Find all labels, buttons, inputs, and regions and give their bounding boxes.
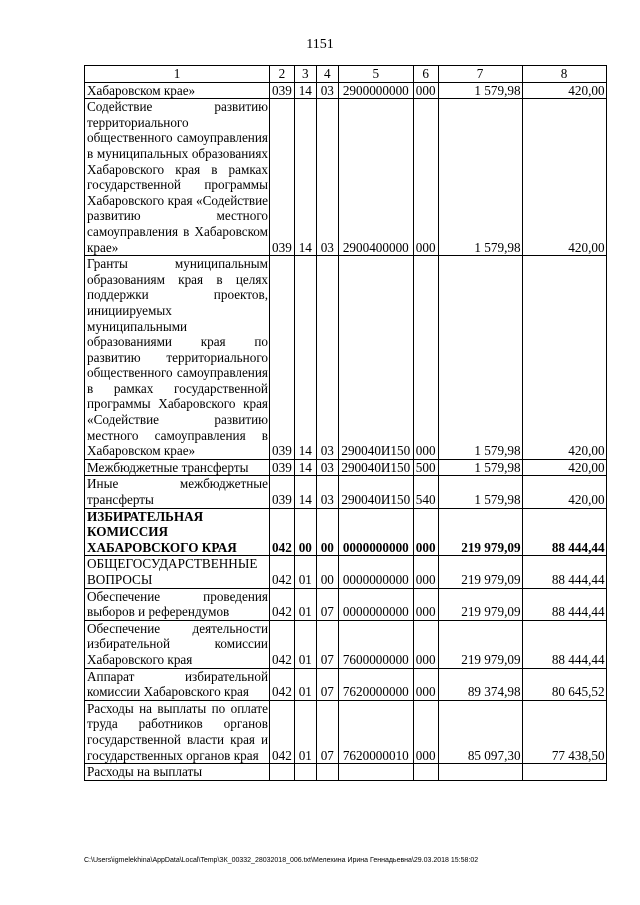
table-row (85, 764, 607, 781)
subsection-code-cell: 03 (316, 99, 338, 256)
amount-cell: 1 579,98 (438, 256, 522, 460)
table-row (85, 508, 607, 556)
column-header: 3 (294, 66, 316, 83)
amount-cell: 420,00 (522, 256, 606, 460)
section-code-cell: 14 (294, 459, 316, 476)
column-header: 8 (522, 66, 606, 83)
row-name-cell: Обеспечение деятельности избирательной комиссии Хабаровского края (85, 620, 270, 668)
column-number-header (85, 66, 607, 83)
admin-code-cell (270, 764, 295, 781)
subsection-code-cell: 00 (316, 508, 338, 556)
target-article-cell: 0000000000 (338, 588, 413, 620)
table-row (85, 476, 607, 508)
expense-type-cell: 000 (413, 256, 438, 460)
row-name-cell: Обеспечение проведения выборов и референдумов (85, 588, 270, 620)
column-header: 4 (316, 66, 338, 83)
expense-type-cell: 000 (413, 508, 438, 556)
file-path-footer: C:\Users\igmelekhina\AppData\Local\Temp\ЗК_00332_28032018_006.txt\Мелехина Ирина Геннадьевна\29.03.2018 15:58:02 (84, 857, 479, 864)
row-name-cell: Хабаровском крае» (85, 82, 270, 99)
target-article-cell: 7600000000 (338, 620, 413, 668)
expense-type-cell: 000 (413, 700, 438, 763)
table-row (85, 620, 607, 668)
amount-cell (522, 764, 606, 781)
table-row (85, 700, 607, 763)
subsection-code-cell: 03 (316, 459, 338, 476)
subsection-code-cell: 07 (316, 700, 338, 763)
subsection-code-cell: 03 (316, 476, 338, 508)
amount-cell: 88 444,44 (522, 508, 606, 556)
row-name-cell: Межбюджетные трансферты (85, 459, 270, 476)
expense-type-cell (413, 764, 438, 781)
amount-cell: 85 097,30 (438, 700, 522, 763)
section-code-cell: 01 (294, 556, 316, 588)
table-row (85, 459, 607, 476)
table-row (85, 256, 607, 460)
subsection-code-cell (316, 764, 338, 781)
expense-type-cell: 000 (413, 668, 438, 700)
section-code-cell (294, 764, 316, 781)
target-article-cell: 0000000000 (338, 556, 413, 588)
subsection-code-cell: 03 (316, 82, 338, 99)
target-article-cell: 290040И150 (338, 459, 413, 476)
row-name-cell: Расходы на выплаты (85, 764, 270, 781)
expense-type-cell: 000 (413, 620, 438, 668)
amount-cell: 88 444,44 (522, 588, 606, 620)
section-code-cell: 14 (294, 82, 316, 99)
table-row (85, 82, 607, 99)
table-row (85, 556, 607, 588)
amount-cell: 88 444,44 (522, 620, 606, 668)
expense-type-cell: 500 (413, 459, 438, 476)
section-code-cell: 14 (294, 476, 316, 508)
target-article-cell: 7620000010 (338, 700, 413, 763)
column-header: 2 (270, 66, 295, 83)
column-header: 5 (338, 66, 413, 83)
amount-cell: 420,00 (522, 476, 606, 508)
section-code-cell: 01 (294, 588, 316, 620)
amount-cell: 80 645,52 (522, 668, 606, 700)
row-name-cell: Гранты муниципальным образованиям края в целях поддержки проектов, инициируемых муниципальными образованиями края по развитию территориального общественного самоуправления в рамках государственной программы Хабаровского края «Содействие развитию местного самоуправления в Хабаровском крае» (85, 256, 270, 460)
admin-code-cell: 039 (270, 256, 295, 460)
amount-cell (438, 764, 522, 781)
amount-cell: 219 979,09 (438, 508, 522, 556)
expense-type-cell: 000 (413, 588, 438, 620)
expense-type-cell: 000 (413, 556, 438, 588)
admin-code-cell: 042 (270, 508, 295, 556)
target-article-cell: 2900000000 (338, 82, 413, 99)
row-name-cell: Иные межбюджетные трансферты (85, 476, 270, 508)
amount-cell: 420,00 (522, 99, 606, 256)
subsection-code-cell: 03 (316, 256, 338, 460)
row-name-cell: Аппарат избирательной комиссии Хабаровского края (85, 668, 270, 700)
amount-cell: 77 438,50 (522, 700, 606, 763)
expense-type-cell: 000 (413, 99, 438, 256)
amount-cell: 88 444,44 (522, 556, 606, 588)
amount-cell: 1 579,98 (438, 476, 522, 508)
section-code-cell: 01 (294, 700, 316, 763)
subsection-code-cell: 00 (316, 556, 338, 588)
amount-cell: 1 579,98 (438, 459, 522, 476)
amount-cell: 1 579,98 (438, 82, 522, 99)
admin-code-cell: 042 (270, 588, 295, 620)
row-name-cell: Содействие развитию территориального общественного самоуправления в муниципальных образованиях Хабаровского края в рамках государственной программы Хабаровского края «Содействие развитию местного самоуправления в Хабаровском крае» (85, 99, 270, 256)
amount-cell: 1 579,98 (438, 99, 522, 256)
amount-cell: 219 979,09 (438, 588, 522, 620)
amount-cell: 420,00 (522, 82, 606, 99)
admin-code-cell: 042 (270, 556, 295, 588)
row-name-cell: ИЗБИРАТЕЛЬНАЯ КОМИССИЯ ХАБАРОВСКОГО КРАЯ (85, 508, 270, 556)
admin-code-cell: 042 (270, 668, 295, 700)
target-article-cell: 290040И150 (338, 476, 413, 508)
column-header: 7 (438, 66, 522, 83)
target-article-cell: 2900400000 (338, 99, 413, 256)
section-code-cell: 14 (294, 256, 316, 460)
target-article-cell: 290040И150 (338, 256, 413, 460)
section-code-cell: 01 (294, 668, 316, 700)
column-header: 6 (413, 66, 438, 83)
subsection-code-cell: 07 (316, 668, 338, 700)
admin-code-cell: 042 (270, 620, 295, 668)
amount-cell: 89 374,98 (438, 668, 522, 700)
target-article-cell (338, 764, 413, 781)
table-row (85, 99, 607, 256)
amount-cell: 219 979,09 (438, 620, 522, 668)
row-name-cell: ОБЩЕГОСУДАРСТВЕННЫЕ ВОПРОСЫ (85, 556, 270, 588)
admin-code-cell: 039 (270, 459, 295, 476)
subsection-code-cell: 07 (316, 588, 338, 620)
table-row (85, 588, 607, 620)
amount-cell: 219 979,09 (438, 556, 522, 588)
admin-code-cell: 042 (270, 700, 295, 763)
section-code-cell: 00 (294, 508, 316, 556)
target-article-cell: 7620000000 (338, 668, 413, 700)
section-code-cell: 14 (294, 99, 316, 256)
admin-code-cell: 039 (270, 82, 295, 99)
subsection-code-cell: 07 (316, 620, 338, 668)
page-number: 1151 (306, 37, 334, 52)
admin-code-cell: 039 (270, 476, 295, 508)
admin-code-cell: 039 (270, 99, 295, 256)
row-name-cell: Расходы на выплаты по оплате труда работников органов государственной власти края и государственных органов края (85, 700, 270, 763)
section-code-cell: 01 (294, 620, 316, 668)
target-article-cell: 0000000000 (338, 508, 413, 556)
budget-table (84, 65, 607, 781)
column-header: 1 (85, 66, 270, 83)
expense-type-cell: 540 (413, 476, 438, 508)
expense-type-cell: 000 (413, 82, 438, 99)
amount-cell: 420,00 (522, 459, 606, 476)
table-row (85, 668, 607, 700)
